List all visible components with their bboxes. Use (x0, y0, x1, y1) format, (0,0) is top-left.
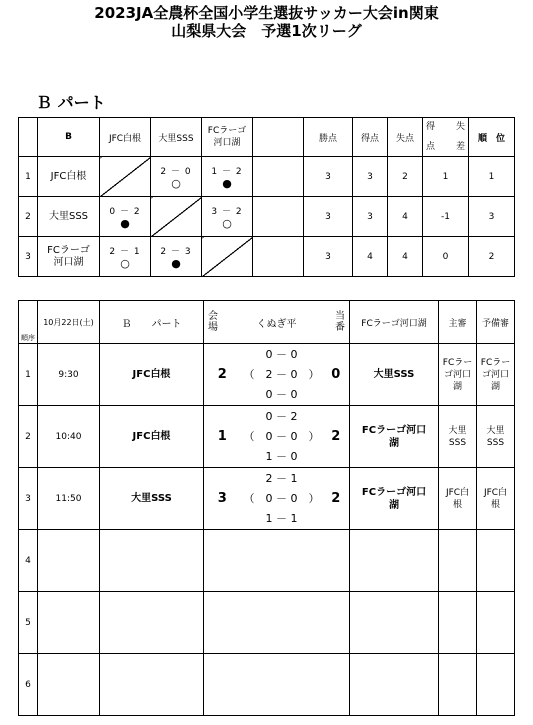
home-goals (204, 592, 241, 654)
home-team (100, 654, 204, 716)
away-goals: 0 (323, 344, 350, 406)
away-goals: 2 (323, 406, 350, 468)
schedule-row (19, 530, 515, 592)
league-rank: 3 (469, 197, 515, 237)
league-row-no: 1 (19, 157, 38, 197)
league-result-cell (100, 237, 151, 277)
kickoff-time: 9:30 (38, 344, 100, 406)
duty-label: 当 番 (335, 311, 345, 333)
home-goals: 2 (204, 344, 241, 406)
match-score: 0 － 2 (109, 206, 141, 217)
schedule-col-venue (204, 301, 350, 344)
halves-cell (241, 654, 323, 716)
league-result-cell (151, 237, 202, 277)
kickoff-time (38, 592, 100, 654)
league-corner: B (38, 118, 100, 157)
league-cell-self (202, 237, 253, 277)
home-goals (204, 654, 241, 716)
home-goals: 1 (204, 406, 241, 468)
schedule-row (19, 468, 515, 530)
away-team (350, 592, 439, 654)
schedule-row (19, 406, 515, 468)
extra-score: （ 0 － 0 ） (243, 429, 320, 443)
kickoff-time (38, 530, 100, 592)
home-goals: 3 (204, 468, 241, 530)
page-subtitle: 山梨県大会 予選1次リーグ (171, 22, 362, 40)
match-score: 2 － 3 (160, 246, 192, 257)
away-team (350, 654, 439, 716)
away-goals: 2 (323, 468, 350, 530)
league-col-goal-diff (423, 118, 469, 157)
league-row-no: 2 (19, 197, 38, 237)
sub-referee (477, 530, 515, 592)
sub-referee (477, 654, 515, 716)
league-ga: 2 (388, 157, 423, 197)
league-gf: 3 (353, 197, 388, 237)
schedule-header-row (19, 301, 515, 344)
page-title: 2023JA全農杯全国小学生選抜サッカー大会in関東 (94, 4, 439, 22)
sub-referee: JFC白 根 (477, 468, 515, 530)
league-cell-blank (253, 237, 304, 277)
league-cell-blank (253, 197, 304, 237)
league-row-team: 大里SSS (38, 197, 100, 237)
away-team: 大里SSS (350, 344, 439, 406)
away-team: FCラーゴ河口 湖 (350, 406, 439, 468)
home-team (100, 530, 204, 592)
schedule-col-order: 順序 (19, 301, 38, 344)
extra-score: （ 0 － 0 ） (243, 491, 320, 505)
schedule-row-no: 1 (19, 344, 38, 406)
kickoff-time (38, 654, 100, 716)
league-row-no: 3 (19, 237, 38, 277)
league-row-team: JFC白根 (38, 157, 100, 197)
halves-cell (241, 406, 323, 468)
league-cell-self (151, 197, 202, 237)
league-col-blank (253, 118, 304, 157)
sub-referee: FCラー ゴ河口 湖 (477, 344, 515, 406)
schedule-table (18, 300, 515, 716)
result-mark-icon: ○ (120, 256, 130, 270)
second-half-score: 0 － 0 (265, 387, 298, 401)
league-rank: 1 (469, 157, 515, 197)
league-gf: 3 (353, 157, 388, 197)
result-mark-icon: ● (222, 176, 232, 190)
schedule-row-no: 6 (19, 654, 38, 716)
league-header-no (19, 118, 38, 157)
result-mark-icon: ● (120, 216, 130, 230)
league-gd: 0 (423, 237, 469, 277)
gd-label-br: 差 (455, 142, 465, 152)
league-win-pts: 3 (304, 157, 353, 197)
league-cell-blank (253, 157, 304, 197)
away-goals (323, 592, 350, 654)
home-goals (204, 530, 241, 592)
league-cell-self (100, 157, 151, 197)
second-half-score: 1 － 0 (265, 449, 298, 463)
league-ga: 4 (388, 237, 423, 277)
league-result-cell (100, 197, 151, 237)
league-col-team-1: JFC白根 (100, 118, 151, 157)
league-row (19, 197, 515, 237)
home-team: JFC白根 (100, 406, 204, 468)
schedule-row-no: 5 (19, 592, 38, 654)
schedule-row-no: 4 (19, 530, 38, 592)
away-goals (323, 654, 350, 716)
main-referee: JFC白 根 (439, 468, 477, 530)
away-team (350, 530, 439, 592)
kickoff-time: 11:50 (38, 468, 100, 530)
schedule-col-date: 10月22日(土) (38, 301, 100, 344)
main-referee: 大里 SSS (439, 406, 477, 468)
schedule-col-part: Ｂ パート (100, 301, 204, 344)
main-referee (439, 530, 477, 592)
league-row (19, 237, 515, 277)
gd-label-bl: 点 (426, 142, 436, 152)
home-team (100, 592, 204, 654)
halves-cell (241, 468, 323, 530)
league-col-goals-for: 得点 (353, 118, 388, 157)
halves-cell (241, 344, 323, 406)
part-heading: Ｂ パート (36, 93, 106, 112)
home-team: JFC白根 (100, 344, 204, 406)
schedule-row-no: 3 (19, 468, 38, 530)
league-col-team-2: 大里SSS (151, 118, 202, 157)
schedule-row (19, 592, 515, 654)
second-half-score: 1 － 1 (265, 511, 298, 525)
result-mark-icon: ○ (171, 176, 181, 190)
away-goals (323, 530, 350, 592)
result-mark-icon: ● (171, 256, 181, 270)
schedule-row (19, 344, 515, 406)
league-col-rank: 順 位 (469, 118, 515, 157)
away-team: FCラーゴ河口 湖 (350, 468, 439, 530)
league-col-win-pts: 勝点 (304, 118, 353, 157)
gd-label-tl: 得 (426, 122, 436, 132)
sub-referee: 大里 SSS (477, 406, 515, 468)
league-result-cell (151, 157, 202, 197)
venue-name: くぬぎ平 (256, 318, 297, 330)
league-rank: 2 (469, 237, 515, 277)
match-score: 2 － 1 (109, 246, 141, 257)
league-win-pts: 3 (304, 197, 353, 237)
league-result-cell (202, 197, 253, 237)
sub-referee (477, 592, 515, 654)
gd-label-tr: 失 (455, 122, 465, 132)
league-table (18, 117, 515, 277)
league-col-goals-against: 失点 (388, 118, 423, 157)
schedule-row-no: 2 (19, 406, 38, 468)
schedule-col-main-ref: 主審 (439, 301, 477, 344)
first-half-score: 0 － 0 (265, 347, 298, 361)
league-win-pts: 3 (304, 237, 353, 277)
result-mark-icon: ○ (222, 216, 232, 230)
league-ga: 4 (388, 197, 423, 237)
schedule-col-duty: FCラーゴ河口湖 (350, 301, 439, 344)
main-referee (439, 654, 477, 716)
league-gf: 4 (353, 237, 388, 277)
schedule-row (19, 654, 515, 716)
league-row-team: FCラーゴ 河口湖 (38, 237, 100, 277)
league-col-team-3: FCラーゴ 河口湖 (202, 118, 253, 157)
home-team: 大里SSS (100, 468, 204, 530)
match-score: 1 － 2 (211, 166, 243, 177)
first-half-score: 0 － 2 (265, 409, 298, 423)
league-row (19, 157, 515, 197)
halves-cell (241, 530, 323, 592)
match-score: 3 － 2 (211, 206, 243, 217)
league-gd: -1 (423, 197, 469, 237)
halves-cell (241, 592, 323, 654)
main-referee (439, 592, 477, 654)
kickoff-time: 10:40 (38, 406, 100, 468)
league-result-cell (202, 157, 253, 197)
extra-score: （ 2 － 0 ） (243, 367, 320, 381)
league-gd: 1 (423, 157, 469, 197)
first-half-score: 2 － 1 (265, 471, 298, 485)
venue-label: 会 場 (208, 311, 218, 333)
schedule-col-sub-ref: 予備審 (477, 301, 515, 344)
match-score: 2 － 0 (160, 166, 192, 177)
main-referee: FCラー ゴ河口 湖 (439, 344, 477, 406)
league-header-row (19, 118, 515, 157)
